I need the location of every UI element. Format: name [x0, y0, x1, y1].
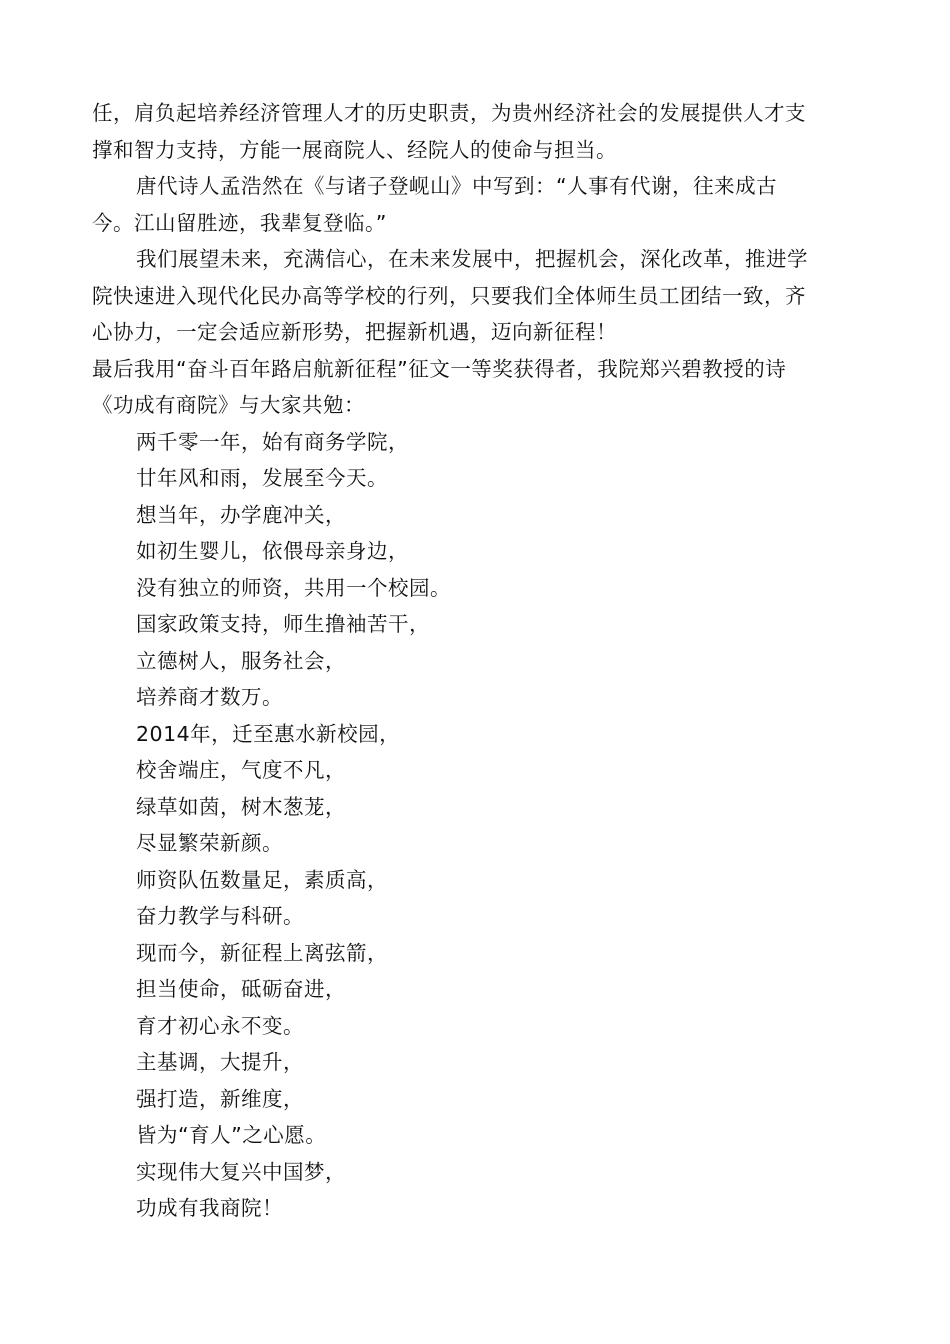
text-line: 任，肩负起培养经济管理人才的历史职责，为贵州经济社会的发展提供人才支	[92, 101, 806, 125]
poem-line: 立德树人，服务社会，	[136, 648, 346, 673]
text-line: 《功成有商院》与大家共勉：	[92, 393, 365, 417]
poem-line: 两千零一年，始有商务学院，	[136, 429, 409, 454]
poem-line: 现而今，新征程上离弦箭，	[136, 940, 388, 965]
text-line: 今。江山留胜迹，我辈复登临。”	[92, 210, 387, 235]
poem-line: 尽显繁荣新颜。	[136, 831, 283, 855]
poem-line: 育才初心永不变。	[136, 1013, 304, 1038]
poem-line: 想当年，办学鹿冲关，	[136, 502, 346, 527]
poem-line: 强打造，新维度，	[136, 1086, 304, 1111]
text-line: 心协力，一定会适应新形势，把握新机遇，迈向新征程！	[92, 320, 617, 344]
text-line: 院快速进入现代化民办高等学校的行列，只要我们全体师生员工团结一致，齐	[92, 283, 806, 308]
paragraph-outlook	[92, 241, 862, 351]
poem-line: 担当使命，砥砺奋进，	[136, 977, 346, 1001]
poem-line: 主基调，大提升，	[136, 1050, 304, 1074]
paragraph-continuation	[92, 95, 862, 168]
poem-line: 没有独立的师资，共用一个校园。	[136, 575, 451, 600]
text-line: 最后我用“奋斗百年路启航新征程”征文一等奖获得者，我院郑兴碧教授的诗	[92, 356, 787, 381]
poem-line: 实现伟大复兴中国梦，	[136, 1159, 346, 1184]
poem-line: 国家政策支持，师生撸袖苦干，	[136, 612, 430, 636]
poem-line: 培养商才数万。	[136, 685, 283, 709]
poem-line: 如初生婴儿，依偎母亲身边，	[136, 539, 409, 563]
poem-line: 师资队伍数量足，素质高，	[136, 867, 388, 892]
poem-line: 廿年风和雨，发展至今天。	[136, 466, 388, 490]
poem	[92, 424, 862, 1227]
poem-line: 校舍端庄，气度不凡，	[136, 758, 346, 782]
poem-line: 奋力教学与科研。	[136, 904, 304, 928]
poem-line: 绿草如茵，树木葱茏，	[136, 794, 346, 819]
text-line: 我们展望未来，充满信心，在未来发展中，把握机会，深化改革，推进学	[136, 247, 808, 271]
paragraph-poem-intro	[92, 351, 862, 424]
text-line: 唐代诗人孟浩然在《与诸子登岘山》中写到：“人事有代谢，往来成古	[136, 174, 778, 198]
poem-line: 2014年，迁至惠水新校园，	[136, 721, 401, 746]
poem-line: 功成有我商院！	[136, 1196, 283, 1220]
poem-line: 皆为“育人”之心愿。	[136, 1123, 327, 1147]
paragraph-quote	[92, 168, 862, 241]
text-line: 撑和智力支持，方能一展商院人、经院人的使命与担当。	[92, 137, 617, 162]
document-body	[92, 95, 862, 1227]
